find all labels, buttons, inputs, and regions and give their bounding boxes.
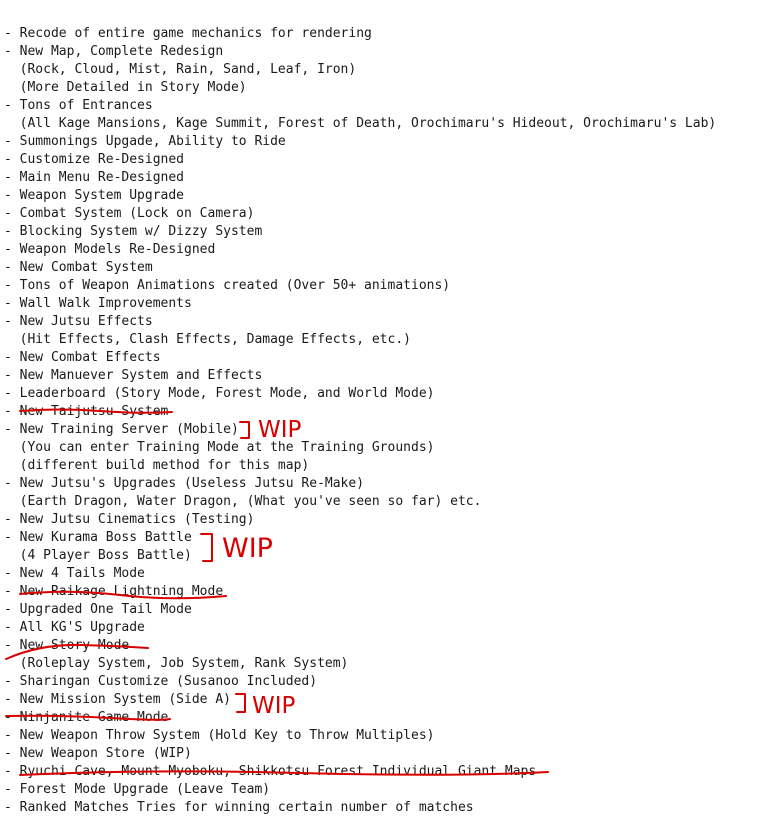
list-item: - Combat System (Lock on Camera) [4,206,255,221]
list-item: - Wall Walk Improvements [4,296,192,311]
list-item: - Sharingan Customize (Susanoo Included) [4,674,318,689]
list-item: - New Jutsu Effects [4,314,153,329]
list-item: - New Combat System [4,260,153,275]
list-item: (Hit Effects, Clash Effects, Damage Effects, etc.) [4,332,411,347]
list-item-struck: - New Story Mode [4,638,130,653]
list-item-struck: - New Raikage Lightning Mode [4,584,224,599]
wip-label: WIP [258,417,302,443]
list-item: - Upgraded One Tail Mode [4,602,192,617]
list-item: - Weapon Models Re-Designed [4,242,216,257]
list-item: - New Jutsu Cinematics (Testing) [4,512,255,527]
list-item: - Weapon System Upgrade [4,188,185,203]
list-item: - New Weapon Store (WIP) [4,746,192,761]
list-item: - New Map, Complete Redesign [4,44,224,59]
list-item-struck: - Ninjanite Game Mode [4,710,169,725]
list-item: - New Manuever System and Effects [4,368,263,383]
list-item: - Tons of Weapon Animations created (Over 50+ animations) [4,278,451,293]
wip-label: WIP [252,693,296,719]
list-item: (4 Player Boss Battle) [4,548,192,563]
list-item: (Roleplay System, Job System, Rank System) [4,656,349,671]
list-item: - Forest Mode Upgrade (Leave Team) [4,782,271,797]
list-item: (Rock, Cloud, Mist, Rain, Sand, Leaf, Iron) [4,62,357,77]
list-item: - All KG'S Upgrade [4,620,145,635]
list-item: - New Mission System (Side A) [4,692,231,707]
list-item: (You can enter Training Mode at the Training Grounds) [4,440,435,455]
list-item: - New Weapon Throw System (Hold Key to Throw Multiples) [4,728,435,743]
list-item: - Recode of entire game mechanics for rendering [4,26,372,41]
list-item: (More Detailed in Story Mode) [4,80,247,95]
list-item: - New Kurama Boss Battle [4,530,192,545]
list-item: - New Jutsu's Upgrades (Useless Jutsu Re-Make) [4,476,365,491]
list-item: - New 4 Tails Mode [4,566,145,581]
list-item: - Blocking System w/ Dizzy System [4,224,263,239]
list-item: - Summonings Upgade, Ability to Ride [4,134,286,149]
list-item: (Earth Dragon, Water Dragon, (What you've seen so far) etc. [4,494,482,509]
changelog-document [4,25,764,817]
list-item: - Ranked Matches Tries for winning certain number of matches [4,800,474,815]
list-item-struck: - Ryuchi Cave, Mount Myoboku, Shikkotsu Forest Individual Giant Maps [4,764,537,779]
list-item: - Customize Re-Designed [4,152,185,167]
list-item: - Tons of Entrances [4,98,153,113]
list-item: (All Kage Mansions, Kage Summit, Forest of Death, Orochimaru's Hideout, Orochimaru's Lab) [4,116,717,131]
list-item: - New Training Server (Mobile) [4,422,239,437]
list-item: - Main Menu Re-Designed [4,170,185,185]
wip-label: WIP [222,533,273,564]
list-item: - New Combat Effects [4,350,161,365]
list-item: - Leaderboard (Story Mode, Forest Mode, and World Mode) [4,386,435,401]
list-item-struck: - New Taijutsu System [4,404,169,419]
list-item: (different build method for this map) [4,458,310,473]
